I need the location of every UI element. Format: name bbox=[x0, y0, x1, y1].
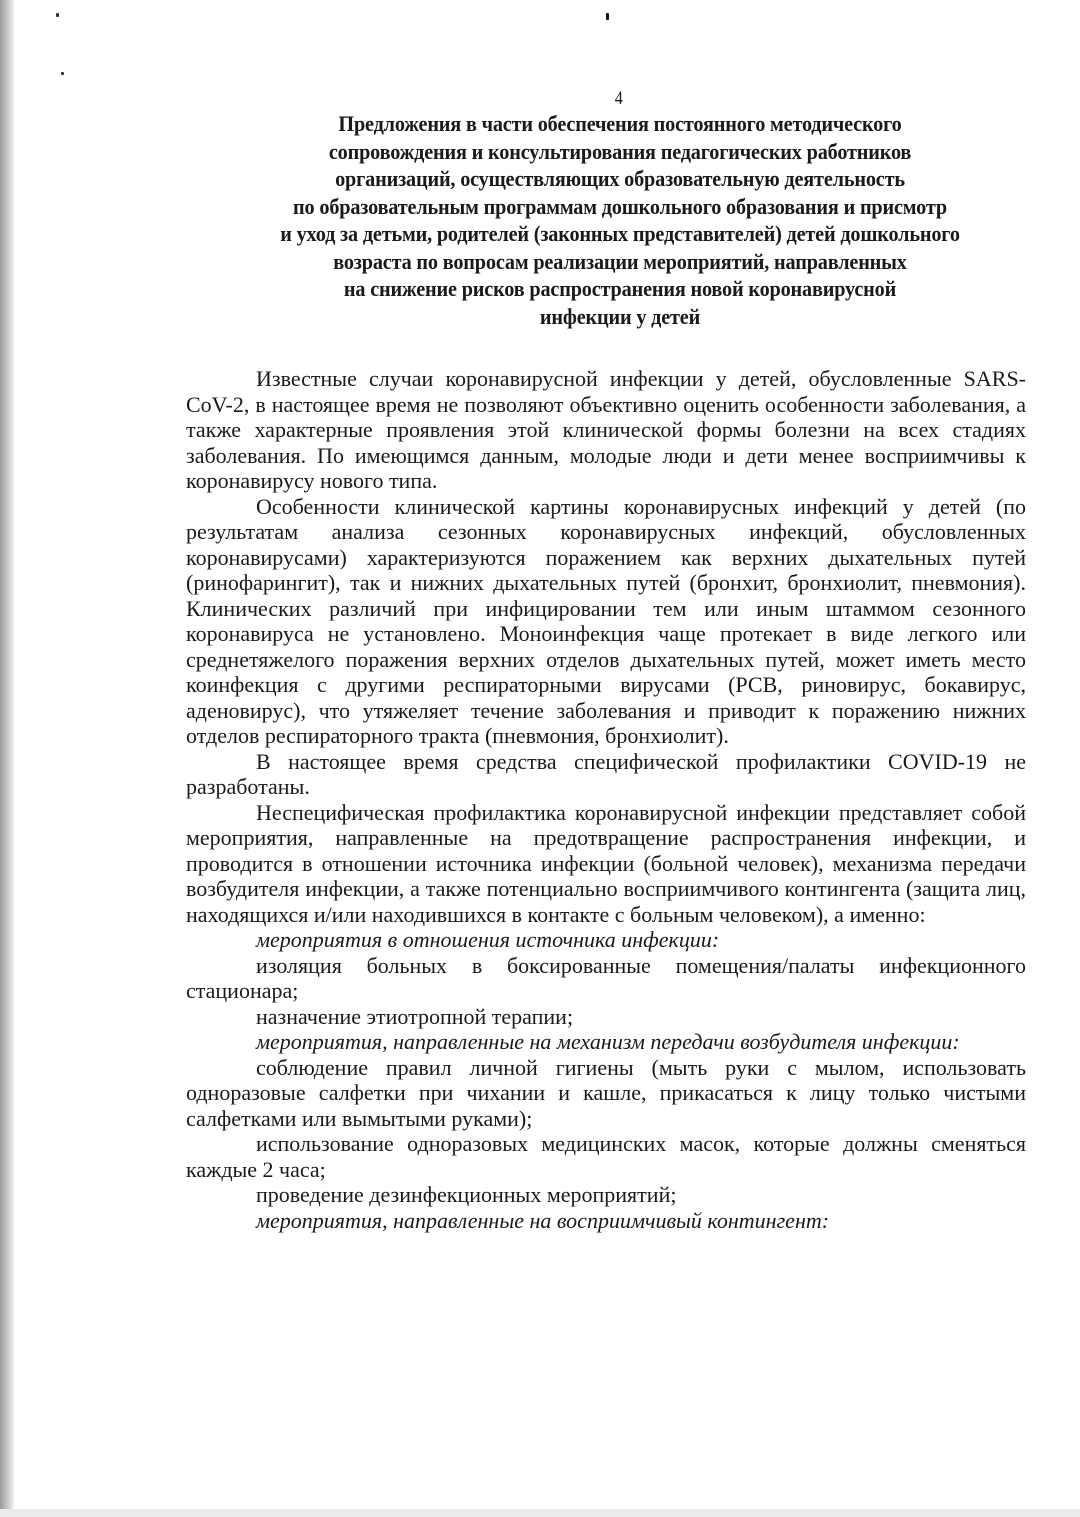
subheading-transmission-measures: мероприятия, направленные на механизм передачи возбудителя инфекции: bbox=[256, 1029, 960, 1054]
scan-speck bbox=[61, 72, 64, 75]
document-title bbox=[195, 110, 1045, 330]
list-item-disinfection: проведение дезинфекционных мероприятий; bbox=[256, 1182, 677, 1207]
title-line: сопровождения и консультирования педагогических работников bbox=[328, 138, 912, 164]
title-line: организаций, осуществляющих образовательную деятельность bbox=[335, 166, 905, 191]
scan-speck bbox=[606, 13, 609, 20]
subheading-susceptible-measures: мероприятия, направленные на восприимчивый контингент: bbox=[256, 1207, 830, 1233]
list-item-masks: использование одноразовых медицинских масок, которые должны сменяться каждые 2 часа; bbox=[186, 1131, 1026, 1182]
document-body bbox=[186, 366, 1026, 1233]
subheading-source-measures: мероприятия в отношения источника инфекции: bbox=[256, 927, 720, 952]
list-item-personal-hygiene: соблюдение правил личной гигиены (мыть руки с мылом, использовать одноразовые салфетки при чихании и кашле, прикасаться к лицу только чистыми салфетками или вымытыми руками); bbox=[186, 1054, 1026, 1131]
scan-bottom-edge bbox=[0, 1509, 1080, 1517]
title-line: по образовательным программам дошкольного образования и присмотр bbox=[293, 193, 947, 219]
title-line: возраста по вопросам реализации мероприятий, направленных bbox=[333, 248, 907, 274]
title-line: Предложения в части обеспечения постоянного методического bbox=[338, 111, 902, 136]
title-line: инфекции у детей bbox=[539, 303, 701, 329]
scan-speck bbox=[56, 13, 59, 17]
paragraph-specific-prophylaxis: В настоящее время средства специфической профилактики COVID-19 не разработаны. bbox=[186, 748, 1026, 799]
title-line: на снижение рисков распространения новой коронавирусной bbox=[343, 276, 897, 301]
list-item-isolation: изоляция больных в боксированные помещения/палаты инфекционного стационара; bbox=[186, 952, 1026, 1003]
paragraph-nonspecific-prophylaxis: Неспецифическая профилактика коронавирусной инфекции представляет собой мероприятия, направленные на предотвращение распространения инфекции, и проводится в отношении источника инфекции (больной человек), механизма передачи возбудителя инфекции, а также потенциально восприимчивого контингента (защита лиц, находящихся и/или находившихся в контакте с больным человеком), а именно: bbox=[186, 799, 1026, 927]
page-number: 4 bbox=[614, 88, 623, 109]
paragraph-clinical-features: Особенности клинической картины коронавирусных инфекций у детей (по результатам анализа сезонных коронавирусных инфекций, обусловленных коронавирусами) характеризуются поражением как верхних дыхательных путей (ринофарингит), так и нижних дыхательных путей (бронхит, бронхиолит, пневмония). Клинических различий при инфицировании тем или иным штаммом сезонного коронавируса не установлено. Моноинфекция чаще протекает в виде легкого или среднетяжелого поражения верхних отделов дыхательных путей, может иметь место коинфекция с другими респираторными вирусами (РСВ, риновирус, бокавирус, аденовирус), что утяжеляет течение заболевания и приводит к поражению нижних отделов респираторного тракта (пневмония, бронхиолит). bbox=[186, 493, 1026, 748]
paragraph-known-cases: Известные случаи коронавирусной инфекции у детей, обусловленные SARS-CoV-2, в настоящее время не позволяют объективно оценить особенности заболевания, а также характерные проявления этой клинической формы болезни на всех стадиях заболевания. По имеющимся данным, молодые люди и дети менее восприимчивы к коронавирусу нового типа. bbox=[186, 366, 1026, 493]
list-item-etiotropic-therapy: назначение этиотропной терапии; bbox=[256, 1003, 574, 1029]
scan-left-edge-shadow bbox=[0, 0, 14, 1517]
title-line: и уход за детьми, родителей (законных представителей) детей дошкольного bbox=[280, 221, 960, 246]
